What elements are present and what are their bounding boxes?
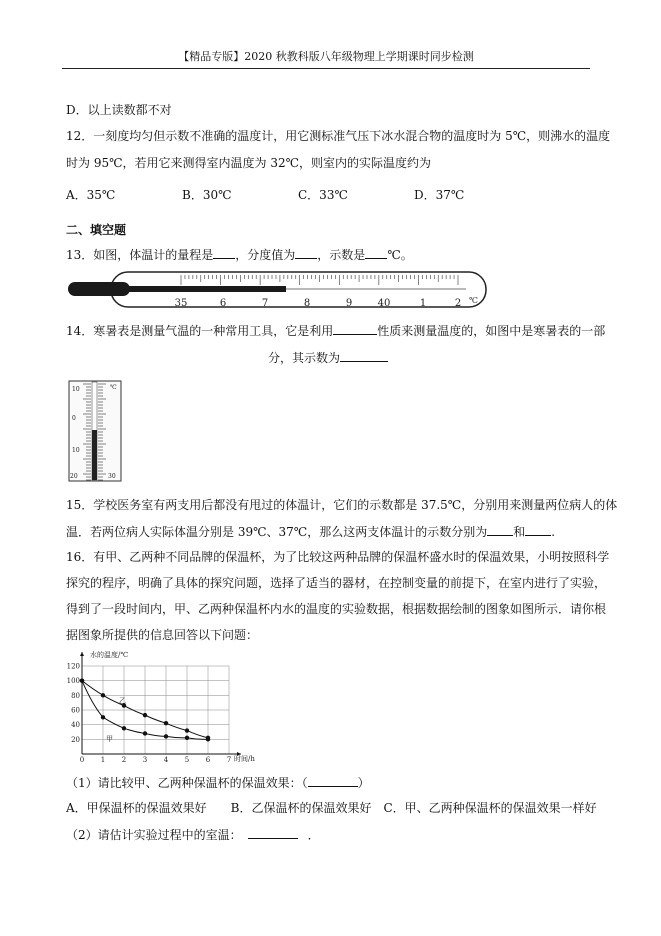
thermo-label-40: 40 [377, 298, 391, 309]
q16-sub1 [66, 774, 370, 791]
y-tick-label: 20 [71, 735, 80, 744]
q14-blank-property [333, 322, 377, 335]
q13-blank-division [295, 246, 317, 259]
x-tick-label: 3 [142, 756, 148, 764]
x-tick-label: 2 [121, 756, 127, 764]
q11-option-d: D．以上读数都不对 [66, 103, 172, 117]
thermo-unit-label: ℃ [469, 296, 478, 305]
room-label-10-above: 10 [72, 386, 80, 393]
thermo-label-36: 6 [219, 298, 227, 309]
data-point [143, 731, 147, 735]
data-point [164, 734, 168, 738]
series-label-yi: 乙 [119, 697, 126, 705]
q12-option-c: C．33℃ [298, 188, 348, 202]
q14-text-a: 14．寒暑表是测量气温的一种常用工具，它是利用 [66, 324, 334, 338]
room-unit-label: ℃ [110, 384, 117, 391]
page-header: 【精品专版】2020 秋教科版八年级物理上学期课时同步检测 [62, 48, 590, 69]
q15-text-b: 和 [513, 525, 526, 539]
q16-blank-choice [308, 774, 358, 787]
q15-line-2 [66, 523, 555, 540]
q14-line-1 [66, 322, 605, 339]
q13-prefix: 13．如图，体温计的量程是 [66, 248, 214, 262]
q15-text-c: . [551, 525, 556, 539]
y-tick-label: 40 [71, 721, 80, 730]
section-title-fill-blank: 二、填空题 [66, 223, 127, 237]
q12-option-b: B．30℃ [182, 188, 232, 202]
y-tick-label: 80 [71, 691, 80, 700]
q16-blank-room-temp [248, 826, 298, 839]
thermo-label-37: 7 [261, 298, 269, 309]
q15-text-a: 温．若两位病人实际体温分别是 39℃、37℃，那么这两支体温计的示数分别为 [66, 525, 488, 539]
q16-sub1-options: A．甲保温杯的保温效果好 B．乙保温杯的保温效果好 C．甲、乙两种保温杯的保温效果一样好 [66, 801, 597, 815]
room-label-10-below: 10 [72, 447, 80, 454]
x-tick-label: 1 [100, 756, 106, 764]
y-tick-label: 60 [71, 706, 80, 715]
thermo-label-39: 9 [345, 298, 353, 309]
q16-line-1: 16．有甲、乙两种不同品牌的保温杯，为了比较这两种品牌的保温杯盛水时的保温效果，小明按照科学 [66, 550, 610, 564]
data-point [185, 736, 189, 740]
q15-blank-2 [525, 523, 551, 536]
y-axis-arrow [80, 652, 84, 656]
x-tick-label: 6 [205, 756, 211, 764]
data-point [143, 713, 147, 717]
thermo-label-38: 8 [303, 298, 311, 309]
room-thermometer-figure [68, 380, 122, 482]
q13-blank-range [213, 246, 235, 259]
chart-y-axis-label: 水的温度/℃ [90, 651, 129, 659]
data-point [80, 678, 84, 682]
y-tick-label: 120 [66, 662, 80, 671]
q13-suffix: ℃。 [387, 248, 413, 262]
q13-mid1: ，分度值为 [235, 248, 296, 262]
data-point [164, 721, 168, 725]
q12-option-a: A．35℃ [66, 188, 116, 202]
chart-tick-labels [67, 663, 232, 765]
q16-sub1-text: （1）请比较甲、乙两种保温杯的保温效果：（ [66, 776, 308, 790]
q12-line-2: 时为 95℃，若用它来测得室内温度为 32℃，则室内的实际温度约为 [66, 156, 432, 170]
q16-line-3: 得到了一段时间内，甲、乙两种保温杯内水的温度的实验数据，根据数据绘制的图象如图所示．请你根 [66, 602, 607, 616]
x-tick-label: 7 [226, 756, 232, 764]
room-label-30: 30 [108, 473, 116, 480]
thermo-label-41: 1 [419, 298, 427, 309]
q16-line-2: 探究的程序，明确了具体的探究问题，选择了适当的器材，在控制变量的前提下，在室内进行了实验， [66, 576, 607, 590]
q13-blank-reading [365, 246, 387, 259]
data-point [206, 736, 210, 740]
q16-sub2-end: ． [307, 828, 320, 842]
data-point [122, 726, 126, 730]
q13-mid2: ，示数是 [317, 248, 366, 262]
q15-line-1: 15．学校医务室有两支用后都没有甩过的体温计，它们的示数都是 37.5℃，分别用来测量两位病人的体 [66, 498, 618, 512]
clinical-thermometer-figure [66, 270, 496, 310]
q15-blank-1 [487, 523, 513, 536]
chart-axes [80, 652, 241, 756]
chart-x-axis-label: 时间/h [234, 755, 255, 763]
thermo-label-42: 2 [454, 298, 462, 309]
q14-line-2 [268, 349, 388, 366]
q14-text-c: 分，其示数为 [268, 351, 341, 365]
q16-sub1-end: ） [357, 776, 370, 790]
q16-line-4: 据图象所提供的信息回答以下问题： [66, 628, 259, 642]
q16-sub2-text: （2）请估计实验过程中的室温： [66, 828, 242, 842]
mercury-column [126, 286, 286, 292]
q12-option-d: D．37℃ [414, 188, 465, 202]
q14-blank-reading [340, 349, 388, 362]
data-point [101, 693, 105, 697]
series-label-jia: 甲 [106, 735, 113, 743]
x-tick-label: 4 [163, 756, 169, 764]
x-tick-label: 5 [184, 756, 190, 764]
thermo-label-35: 35 [174, 298, 188, 309]
data-point [101, 715, 105, 719]
temperature-time-chart [64, 648, 264, 766]
q16-sub2 [66, 826, 320, 843]
q12-line-1: 12．一刻度均匀但示数不准确的温度计，用它测标准气压下冰水混合物的温度时为 5℃，则沸水的温度 [66, 129, 611, 143]
x-tick-label: 0 [79, 756, 85, 764]
data-point [185, 728, 189, 732]
room-label-0: 0 [72, 415, 76, 422]
q14-text-b: 性质来测量温度的，如图中是寒暑表的一部 [377, 324, 606, 338]
thermometer-bulb [68, 282, 130, 296]
y-tick-label: 100 [66, 677, 80, 686]
room-liquid-column [92, 430, 97, 480]
q13-text [66, 246, 413, 263]
room-label-20: 20 [70, 473, 78, 480]
